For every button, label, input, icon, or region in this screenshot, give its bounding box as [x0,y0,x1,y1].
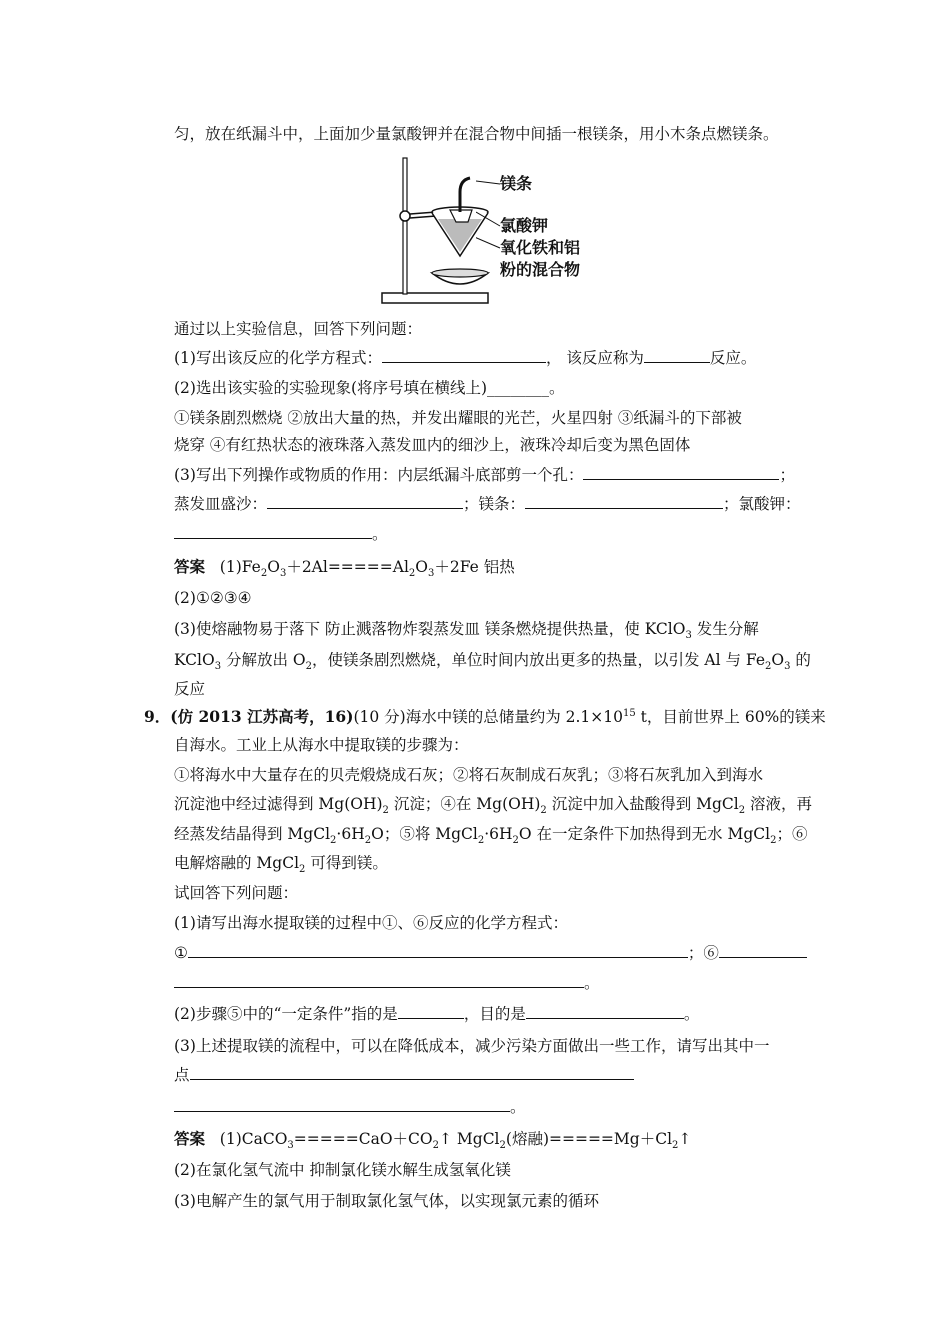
label-leader-lines [476,152,502,282]
q8-part1-end: 反应。 [709,349,757,367]
q9-answer-2: (2)在氯化氢气流中 抑制氯化镁水解生成氢氧化镁 [174,1161,511,1179]
q8-part1 [174,347,756,369]
q9-steps-4: 电解熔融的 MgCl$_2$ 可得到镁。 [174,854,388,876]
q9-circle-1: ① [174,944,188,962]
q8-mg-label: ；镁条： [463,495,526,513]
intro-line: 匀，放在纸漏斗中，上面加少量氯酸钾并在混合物中间插一根镁条，用小木条点燃镁条。 [174,125,779,143]
label-mixture-2: 粉的混合物 [500,260,581,279]
q8-blank-reaction-name[interactable] [644,347,710,363]
q8-part2: (2)选出该实验的实验现象(将序号填在横线上)________。 [174,379,565,397]
q9-circle-6: ；⑥ [687,944,719,962]
apparatus-figure [380,152,610,312]
q9-part2-mid: ，目的是 [463,1005,526,1023]
q8-blank-hole[interactable] [583,464,779,480]
q8-lead: 通过以上实验信息，回答下列问题： [174,320,423,338]
q9-heading: 9．(仿 2013 江苏高考，16)(10 分)海水中镁的总储量约为 $2.1\times 10^{15}$ t，目前世界上 60%的镁来 [144,707,826,726]
q9-part2-text: (2)步骤⑤中的“一定条件”指的是 [174,1005,398,1023]
q8-answer-3-line3: 反应 [174,680,206,698]
q9-blank-purpose[interactable] [526,1003,684,1019]
q9-part1-blank-2 [174,972,600,994]
q9-source: (仿 2013 江苏高考，16) [170,707,354,726]
q9-answer-label: 答案 [174,1129,206,1148]
q9-part3-line2 [174,1064,634,1086]
q8-sand-label: 蒸发皿盛沙： [174,495,268,513]
label-mixture-1: 氧化铁和铝 [500,238,581,257]
q9-steps-1: ①将海水中大量存在的贝壳煅烧成石灰；②将石灰制成石灰乳；③将石灰乳加入到海水 [174,766,764,784]
q9-part3-line3 [174,1096,526,1118]
q8-blank-mg[interactable] [525,493,723,509]
q8-kclo3-label: ；氯酸钾： [723,495,801,513]
q8-answer-2: (2)①②③④ [174,589,252,607]
q9-part1: (1)请写出海水提取镁的过程中①、⑥反应的化学方程式： [174,914,568,932]
q9-part3-text: 点 [174,1066,190,1084]
q8-part3-line3 [174,523,388,545]
apparatus-drawing [380,152,490,312]
q9-part3-period: 。 [510,1098,526,1116]
label-magnesium: 镁条 [500,174,533,193]
q9-answer-1: 答案 $(1)CaCO_3=====CaO+CO_2↑$ MgCl$_2$(熔融)$=====Mg+Cl_2↑$ [174,1129,692,1152]
q8-options-1: ①镁条剧烈燃烧 ②放出大量的热，并发出耀眼的光芒，火星四射 ③纸漏斗的下部被 [174,409,742,427]
q9-steps-3: 经蒸发结晶得到 $MgCl_2\cdot 6H_2O$；⑤将 $MgCl_2\cdot 6H_2O$ 在一定条件下加热得到无水 MgCl$_2$；⑥ [174,825,808,847]
q8-blank-equation[interactable] [382,347,546,363]
q9-blank-improvement-2[interactable] [174,1096,510,1112]
q9-blank-eq6-start[interactable] [719,942,807,958]
q9-part1-period: 。 [584,974,600,992]
q8-answer-3-line2: KClO$_3$ 分解放出 $O_2$，使镁条剧烈燃烧，单位时间内放出更多的热量，以引发 Al 与 $Fe_2O_3$ 的 [174,651,811,673]
q9-heading-2: 自海水。工业上从海水中提取镁的步骤为： [174,736,469,754]
q8-part3-text: (3)写出下列操作或物质的作用：内层纸漏斗底部剪一个孔： [174,466,584,484]
q8-part1-mid: ， 该反应称为 [545,349,644,367]
q8-part3-period: 。 [372,525,388,543]
q9-number: 9． [144,707,171,726]
q9-blank-condition[interactable] [398,1003,464,1019]
q8-answer-3-line1: (3)使熔融物易于落下 防止溅落物炸裂蒸发皿 镁条燃烧提供热量，使 KClO$_3$ 发生分解 [174,620,759,642]
q8-part3-line2 [174,493,801,515]
label-kclo3: 氯酸钾 [500,216,549,235]
q9-blank-eq6[interactable] [174,972,584,988]
q9-part2 [174,1003,699,1025]
q9-blank-improvement[interactable] [190,1064,634,1080]
q8-blank-kclo3[interactable] [174,523,372,539]
q9-blank-eq1[interactable] [188,942,688,958]
q8-part3-line1 [174,464,795,486]
q9-part3-line1: (3)上述提取镁的流程中，可以在降低成本，减少污染方面做出一些工作，请写出其中一 [174,1037,770,1055]
q8-part3-semicolon: ； [779,466,795,484]
q9-part1-blanks [174,942,807,964]
q9-part2-end: 。 [683,1005,700,1023]
q8-answer-1: 答案 $(1)Fe_2O_3+2Al=====Al_2O_3+2Fe$ 铝热 [174,557,515,580]
q8-blank-sand[interactable] [267,493,463,509]
q9-lead: 试回答下列问题： [174,884,299,902]
q8-options-2: 烧穿 ④有红热状态的液珠落入蒸发皿内的细沙上，液珠冷却后变为黑色固体 [174,436,691,454]
q8-answer-label: 答案 [174,557,206,576]
q8-part1-text: (1)写出该反应的化学方程式： [174,349,382,367]
q9-answer-3: (3)电解产生的氯气用于制取氯化氢气体，以实现氯元素的循环 [174,1192,599,1210]
q9-steps-2: 沉淀池中经过滤得到 $Mg(OH)_2$ 沉淀；④在 $Mg(OH)_2$ 沉淀中加入盐酸得到 MgCl$_2$ 溶液，再 [174,795,813,817]
